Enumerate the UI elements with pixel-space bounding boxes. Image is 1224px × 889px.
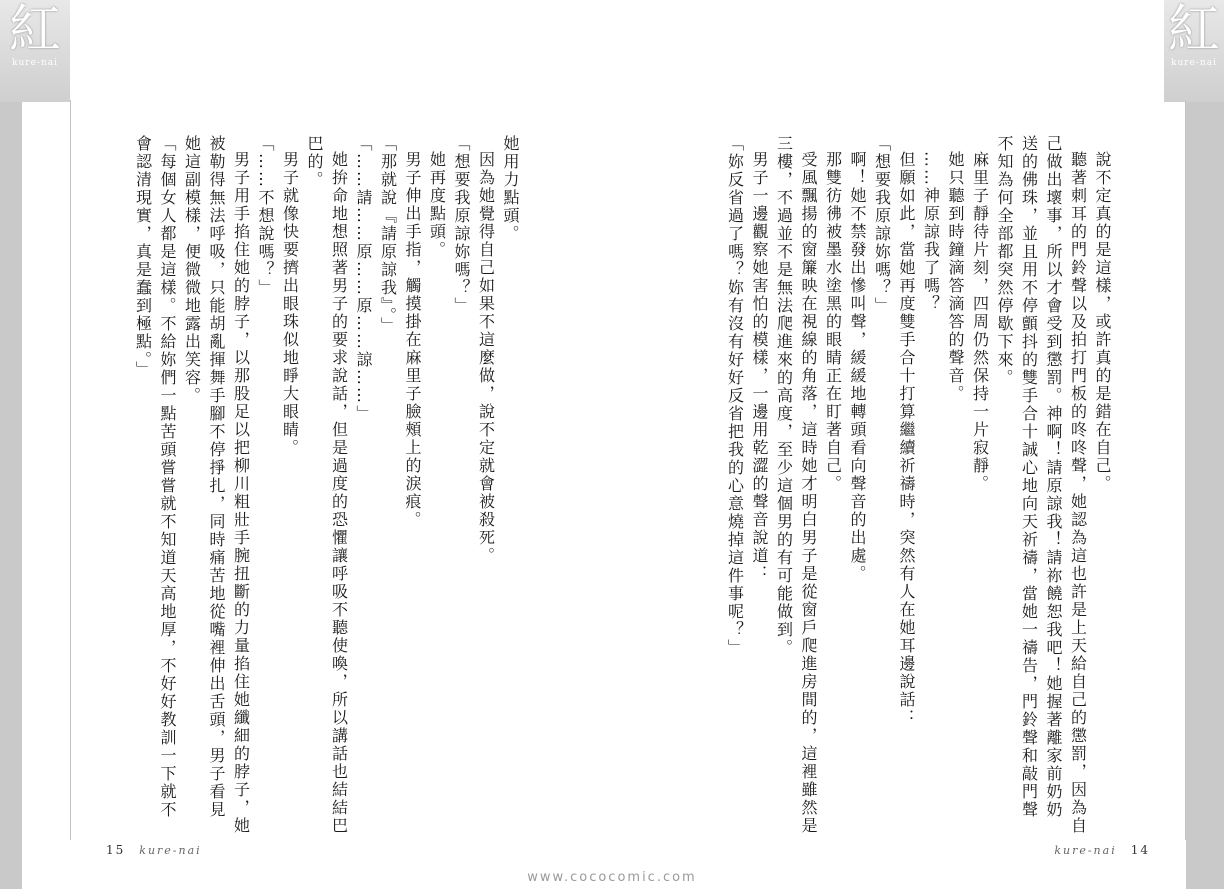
right-para-4: 她只聽到時鐘滴答滴答的聲音。 — [946, 151, 965, 403]
right-rule — [1185, 100, 1186, 840]
left-para-7: 「……請……原……原……諒……」 — [354, 135, 373, 423]
left-para-9: 男子就像快要擠出眼珠似地睜大眼睛。 — [280, 151, 300, 457]
right-para-12: 「妳反省過了嗎？妳有沒有好好反省把我的心意燒掉這件事呢？」 — [725, 135, 745, 657]
right-side-band — [1186, 0, 1224, 889]
right-para-9: 那雙彷彿被墨水塗黑的眼睛正在盯著自己。 — [823, 151, 843, 493]
right-para-10: 受風飄揚的窗簾映在視線的角落，這時她才明白男子是從窗戶爬進房間的，這裡雖然是三樓，不過並不是無法爬進來的高度，至少這個男的有可能做到。 — [774, 135, 818, 835]
right-para-2: 聽著刺耳的門鈴聲以及拍打門板的咚咚聲，她認為這也許是上天給自己的懲罰，因為自己做出壞事，所以才會受到懲罰。神啊！請原諒我！請祢饒恕我吧！她握著離家前奶奶送的佛珠，並且用不停顫抖的雙手合十誠心地向天祈禱，當她一禱告，門鈴聲和敲門聲不知為何全部都突然停歇下來。 — [995, 135, 1088, 835]
left-para-3: 「想要我原諒妳嗎？」 — [452, 135, 471, 315]
left-body-text — [62, 135, 522, 835]
left-logo — [0, 0, 70, 102]
left-page-number: 15 — [106, 843, 126, 857]
site-watermark: www.cococomic.com — [527, 870, 697, 885]
right-page-number: 14 — [1130, 843, 1150, 857]
left-running-title: kure-nai — [139, 844, 202, 857]
left-para-1: 她用力點頭。 — [501, 135, 520, 243]
right-page — [612, 0, 1224, 889]
left-para-10: 「……不想說嗎？」 — [256, 135, 275, 297]
left-side-band — [0, 0, 22, 889]
right-logo — [1164, 0, 1224, 102]
left-para-8: 她拚命地想照著男子的要求說話，但是過度的恐懼讓呼吸不聽使喚，所以講話也結結巴巴的。 — [305, 135, 349, 835]
right-running-title: kure-nai — [1054, 844, 1117, 857]
left-para-6: 「那就說『請原諒我』。」 — [378, 135, 398, 335]
left-logo-roman: kure-nai — [12, 58, 58, 68]
right-folio — [1054, 843, 1164, 857]
right-para-11: 男子一邊觀察她害怕的模樣，一邊用乾澀的聲音說道： — [750, 151, 769, 583]
right-para-5: ……神原諒我了嗎？ — [921, 151, 941, 313]
left-logo-kanji: 紅 — [8, 0, 61, 60]
left-para-5: 男子伸出手指，觸摸掛在麻里子臉頰上的淚痕。 — [403, 151, 422, 529]
left-folio — [92, 843, 202, 857]
left-para-2: 因為她覺得自己如果不這麼做，說不定就會被殺死。 — [476, 151, 496, 565]
left-para-11: 男子用手掐住她的脖子，以那股足以把柳川粗壯手腕扭斷的力量掐住她纖細的脖子，她被勒得無法呼吸，只能胡亂揮舞手腳不停掙扎，同時痛苦地從嘴裡伸出舌頭，男子看見她這副模樣，便微微地露出笑容。 — [182, 135, 251, 835]
right-para-8: 啊！她不禁發出慘叫聲，緩緩地轉頭看向聲音的出處。 — [848, 151, 867, 583]
right-para-1: 說不定真的是這樣，或許真的是錯在自己。 — [1093, 151, 1112, 493]
left-para-12: 「每個女人都是這樣。不給妳們一點苦頭嘗嘗就不知道天高地厚，不好好教訓一下就不會認清現實，真是蠢到極點。」 — [133, 135, 177, 819]
right-body-text — [719, 135, 1114, 835]
right-logo-roman: kure-nai — [1171, 58, 1217, 68]
right-para-3: 麻里子靜待片刻，四周仍然保持一片寂靜。 — [970, 151, 990, 493]
right-para-6: 但願如此，當她再度雙手合十打算繼續祈禱時，突然有人在她耳邊說話： — [897, 151, 916, 727]
right-para-7: 「想要我原諒妳嗎？」 — [872, 135, 892, 315]
left-para-4: 她再度點頭。 — [427, 151, 447, 259]
right-logo-kanji: 紅 — [1167, 0, 1220, 60]
